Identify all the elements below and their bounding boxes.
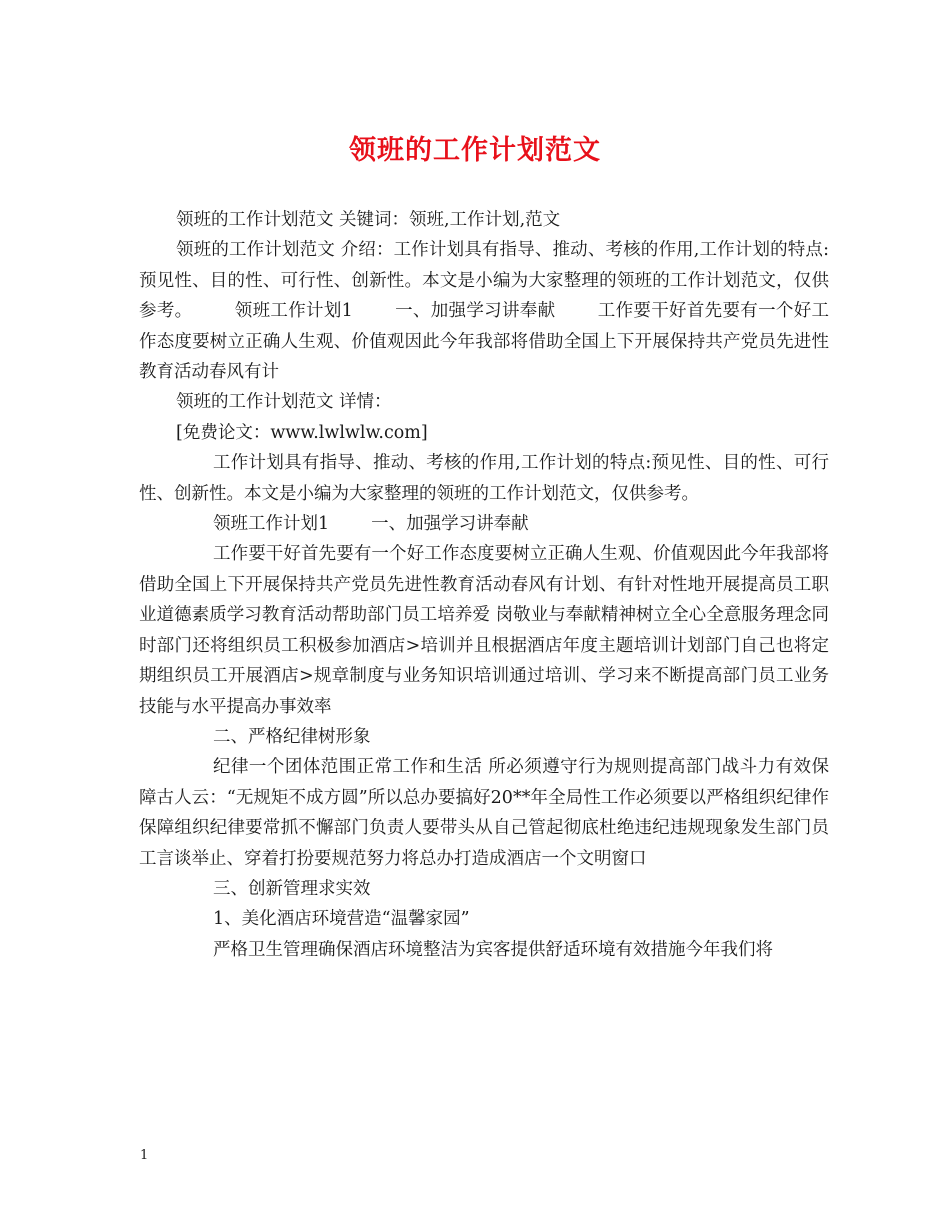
section-1-body: 工作要干好首先要有一个好工作态度要树立正确人生观、价值观因此今年我部将借助全国上下开展保持共产党员先进性教育活动春风有计划、有针对性地开展提高员工职业道德素质学习教育活动帮助部门员工培养爱 岗敬业与奉献精神树立全心全意服务理念同时部门还将组织员工积极参加酒店>培训并且根据酒店年度主题培训计划部门自己也将定期组织员工开展酒店>规章制度与业务知识培训通过培训、学习来不断提高部门员工业务技能与水平提高办事效率: [139, 544, 829, 717]
intro-section-label: 一、加强学习讲奉献: [394, 301, 556, 322]
section-3-heading: 三、创新管理求实效: [213, 878, 371, 899]
intro-paragraph: [139, 235, 829, 387]
plan-label: 领班工作计划1: [213, 514, 330, 535]
plan-heading: [139, 509, 829, 539]
section-3-sub-1-body: 严格卫生管理确保酒店环境整洁为宾客提供舒适环境有效措施今年我们将: [213, 939, 773, 960]
intro-text: 领班的工作计划范文 介绍：工作计划具有指导、推动、考核的作用,工作计划的特点:预见性、目的性、可行性、创新性。本文是小编为大家整理的领班的工作计划范文，仅供参考。: [139, 240, 829, 322]
intro-tail: 工作要干好首先要有一个好工作态度要树立正确人生观、价值观因此今年我部将借助全国上下开展保持共产党员先进性教育活动春风有计: [139, 301, 830, 383]
keywords-line: 领班的工作计划范文 关键词：领班,工作计划,范文: [176, 210, 561, 230]
section-1-heading: 一、加强学习讲奉献: [371, 514, 529, 535]
intro-plan-label: 领班工作计划1: [234, 301, 353, 322]
page-number: 1: [140, 1148, 149, 1163]
details-line: 领班的工作计划范文 详情：: [176, 392, 392, 413]
section-3-subheading-1: 1、美化酒店环境营造“温馨家园”: [213, 909, 470, 930]
document-body: [139, 205, 829, 965]
source-line: [免费论文：www.lwlwlw.com]: [176, 422, 428, 443]
paragraph-1: 工作计划具有指导、推动、考核的作用,工作计划的特点:预见性、目的性、可行性、创新性。本文是小编为大家整理的领班的工作计划范文，仅供参考。: [139, 453, 829, 504]
section-2-heading: 二、严格纪律树形象: [213, 726, 371, 747]
section-2-body: 纪律一个团体范围正常工作和生活 所必须遵守行为规则提高部门战斗力有效保障古人云：“无规矩不成方圆”所以总办要搞好20**年全局性工作必须要以严格组织纪律作保障组织纪律要常抓不懈部门负责人要带头从自己管起彻底杜绝违纪违规现象发生部门员工言谈举止、穿着打扮要规范努力将总办打造成酒店一个文明窗口: [139, 757, 829, 869]
document-title: 领班的工作计划范文: [349, 135, 601, 166]
